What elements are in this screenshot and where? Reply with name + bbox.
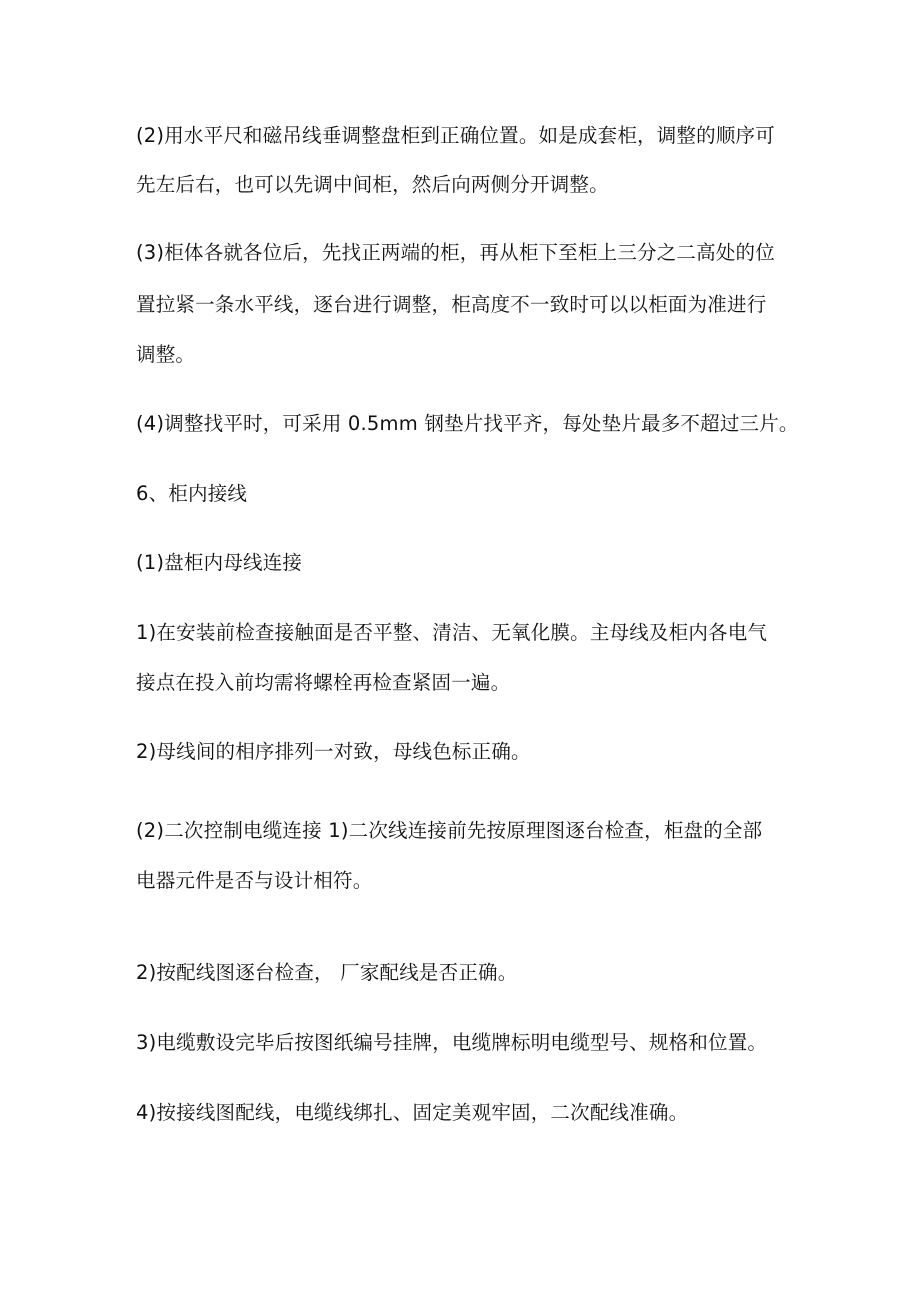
text-line: 调整。 [136, 343, 196, 366]
text-line: (2)二次控制电缆连接 1)二次线连接前先按原理图逐台检查，柜盘的全部 [136, 819, 763, 842]
text-line: 1)在安装前检查接触面是否平整、清洁、无氧化膜。主母线及柜内各电气 [136, 621, 768, 644]
text-line: 2)按配线图逐台检查， 厂家配线是否正确。 [136, 961, 518, 984]
text-line: 2)母线间的相序排列一对致，母线色标正确。 [136, 740, 531, 763]
text-line: (4)调整找平时，可采用 0.5mm 钢垫片找平齐，每处垫片最多不超过三片。 [136, 412, 799, 435]
text-line: 先左后右，也可以先调中间柜，然后向两侧分开调整。 [136, 173, 609, 196]
text-line: 3)电缆敷设完毕后按图纸编号挂牌，电缆牌标明电缆型号、规格和位置。 [136, 1031, 768, 1054]
subsection-heading: (1)盘柜内母线连接 [136, 551, 303, 574]
text-line: 电器元件是否与设计相符。 [136, 869, 373, 892]
text-line: (2)用水平尺和磁吊线垂调整盘柜到正确位置。如是成套柜，调整的顺序可 [136, 124, 775, 147]
text-line: 置拉紧一条水平线，逐台进行调整，柜高度不一致时可以以柜面为准进行 [136, 293, 767, 316]
text-line: (3)柜体各就各位后，先找正两端的柜，再从柜下至柜上三分之二高处的位 [136, 241, 775, 264]
text-line: 4)按接线图配线，电缆线绑扎、固定美观牢固，二次配线准确。 [136, 1101, 689, 1124]
text-line: 接点在投入前均需将螺栓再检查紧固一遍。 [136, 671, 511, 694]
section-heading: 6、柜内接线 [136, 482, 248, 505]
